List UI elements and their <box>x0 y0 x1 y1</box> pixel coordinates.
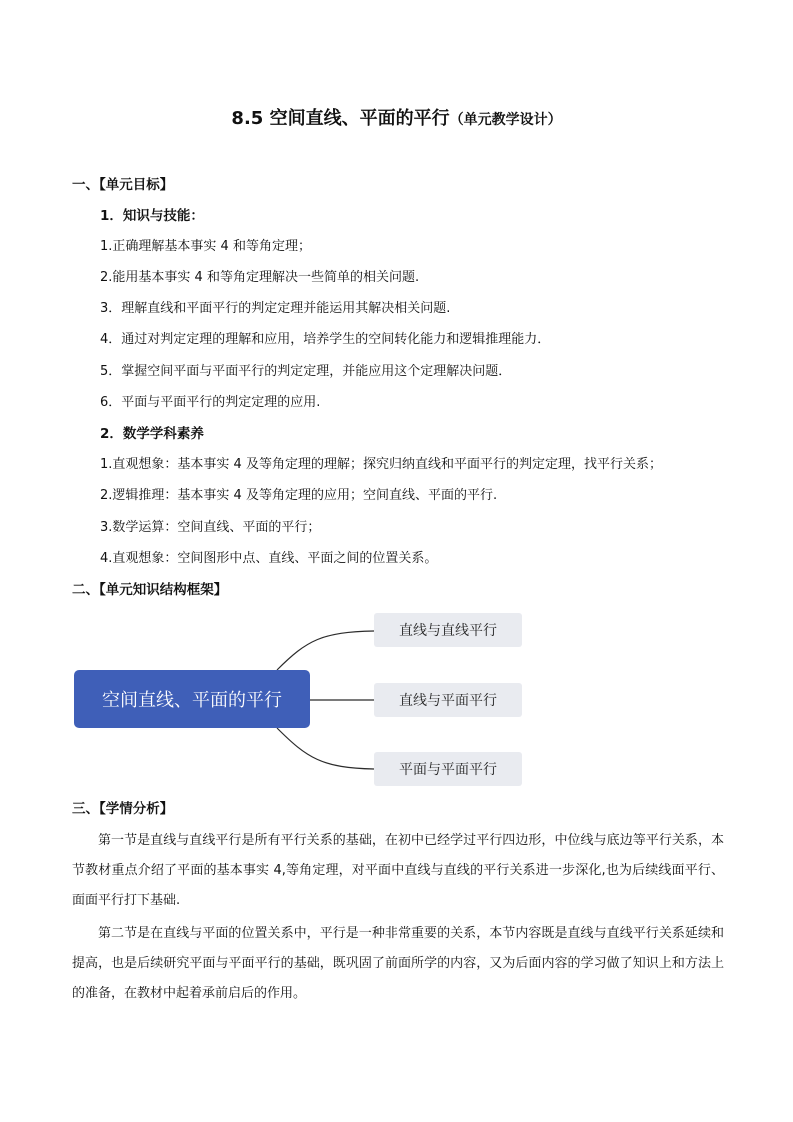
section3-heading: 三、【学情分析】 <box>72 801 174 817</box>
mindmap-leaf-plane-plane: 平面与平面平行 <box>374 752 522 786</box>
goal-item: 3．理解直线和平面平行的判定定理并能运用其解决相关问题. <box>100 301 451 316</box>
subsection-knowledge-heading: 1．知识与技能： <box>100 208 204 224</box>
goal-item: 2.能用基本事实 4 和等角定理解决一些简单的相关问题. <box>100 270 420 285</box>
section1-heading: 一、【单元目标】 <box>72 177 174 193</box>
title-subtitle: （单元教学设计） <box>449 112 562 128</box>
knowledge-mindmap <box>72 610 532 790</box>
literacy-item: 3.数学运算：空间直线、平面的平行； <box>100 520 321 535</box>
literacy-item: 1.直观想象：基本事实 4 及等角定理的理解；探究归纳直线和平面平行的判定定理，找平行关系； <box>100 457 662 472</box>
title-main: 8.5 空间直线、平面的平行 <box>231 108 450 129</box>
connector-top <box>277 631 374 670</box>
literacy-item: 2.逻辑推理：基本事实 4 及等角定理的应用；空间直线、平面的平行. <box>100 488 498 503</box>
goal-item: 1.正确理解基本事实 4 和等角定理； <box>100 239 311 254</box>
mindmap-root-node: 空间直线、平面的平行 <box>74 670 310 728</box>
subsection-literacy-heading: 2．数学学科素养 <box>100 426 204 442</box>
analysis-paragraph: 第二节是在直线与平面的位置关系中，平行是一种非常重要的关系，本节内容既是直线与直线平行关系延续和提高，也是后续研究平面与平面平行的基础，既巩固了前面所学的内容，又为后面内容的学习做了知识上和方法上的准备，在教材中起着承前启后的作用。 <box>72 926 724 1001</box>
goal-item: 6．平面与平面平行的判定定理的应用. <box>100 395 321 410</box>
goal-item: 5．掌握空间平面与平面平行的判定定理，并能应用这个定理解决问题． <box>100 364 512 379</box>
connector-bottom <box>277 728 374 769</box>
analysis-paragraph: 第一节是直线与直线平行是所有平行关系的基础，在初中已经学过平行四边形，中位线与底边等平行关系，本节教材重点介绍了平面的基本事实 4,等角定理，对平面中直线与直线的平行关系进一步深化,也为后续线面平行、面面平行打下基础. <box>72 833 724 908</box>
section2-heading: 二、【单元知识结构框架】 <box>72 582 228 598</box>
mindmap-leaf-line-plane: 直线与平面平行 <box>374 683 522 717</box>
goal-item: 4．通过对判定定理的理解和应用，培养学生的空间转化能力和逻辑推理能力． <box>100 332 551 347</box>
literacy-item: 4.直观想象：空间图形中点、直线、平面之间的位置关系。 <box>100 551 438 566</box>
document-title <box>0 104 793 130</box>
mindmap-leaf-line-line: 直线与直线平行 <box>374 613 522 647</box>
